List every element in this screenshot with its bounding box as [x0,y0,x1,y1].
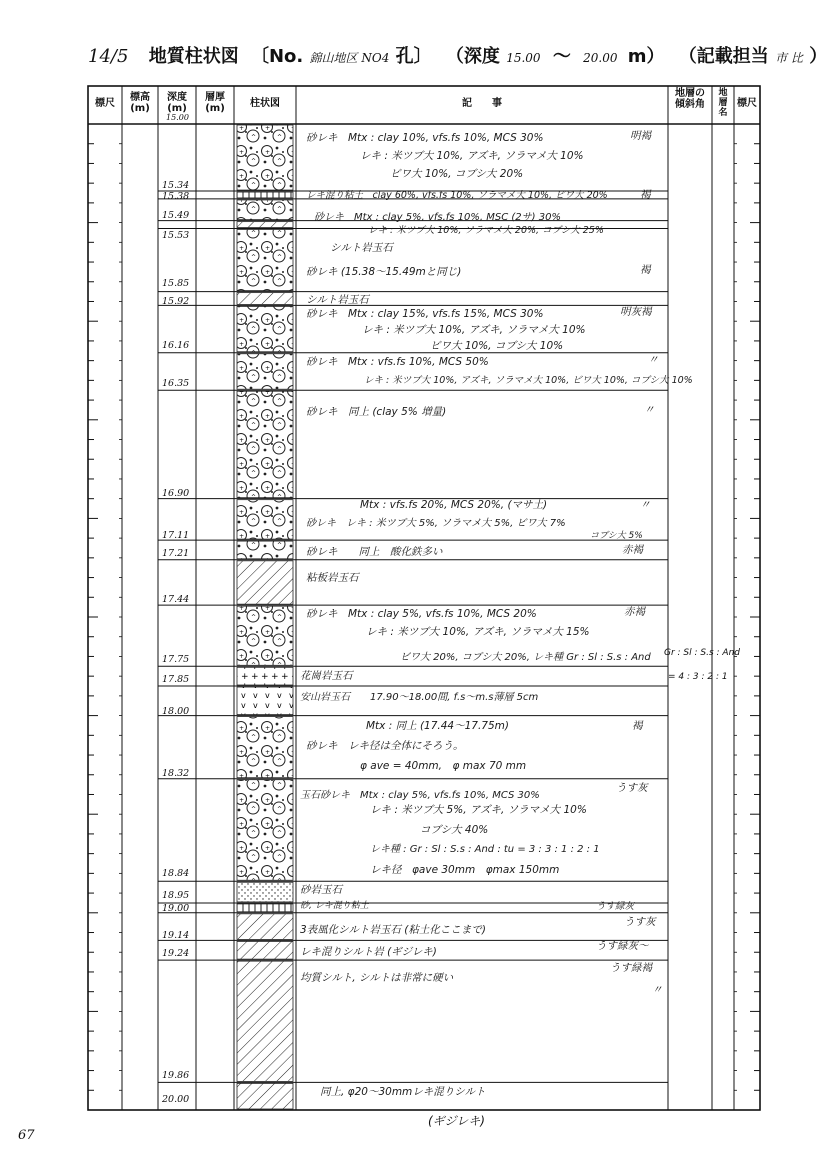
column-layer-fill [237,500,293,539]
color-note: 褐 [640,189,651,201]
column-layer-fill [237,230,293,291]
depth-label-item: 15.85 [162,278,190,289]
color-note: 赤褐 [624,606,645,618]
header-scale-right: 標尺 [737,98,757,109]
description-line: Mtx : vfs.fs 20%, MCS 20%, (マサ土) [360,499,548,511]
column-layer-fill [237,914,293,940]
depth-tilde: ～ [552,46,571,67]
color-note: うす灰 [624,916,656,928]
description-line: レキ : 米ツブ大 10%, ソラマメ大 20%, コブシ大 25% [368,225,604,236]
color-note: 明灰褐 [620,306,652,318]
hole-suffix: 孔〕 [395,46,432,67]
depth-label: （深度 [445,46,500,67]
footnote: (ギジレキ) [428,1114,485,1128]
description-line: 砂レキ 同上 (clay 5% 増量) [306,406,447,418]
description-line: 粘板岩玉石 [306,572,359,584]
depth-label-item: 15.38 [162,191,190,202]
color-note: 褐 [632,720,643,732]
column-layer-fill [237,354,293,389]
depth-label-item: 15.49 [162,210,190,221]
depth-label-item: 16.16 [162,340,190,351]
recorder-name: 市 比 [775,51,803,65]
color-note: 赤褐 [622,544,643,556]
depth-label-item: 16.35 [162,378,190,389]
depth-label-item: 18.00 [162,706,190,717]
description-line: コブシ大 5% [590,531,643,541]
header-depth: 深度 (m) [167,92,187,114]
header-formation: 地 層 名 [718,88,728,118]
depth-label-item: 18.84 [162,868,190,879]
description-line: 安山岩玉石 17.90〜18.00間, f.s〜m.s薄層 5cm [300,692,539,703]
description-line: レキ : 米ツブ大 10%, アズキ, ソラマメ大 15% [366,626,590,638]
depth-label-item: 15.92 [162,296,190,307]
column-layer-fill [237,541,293,559]
depth-label-item: 15.53 [162,230,190,241]
title-close: ） [809,46,828,67]
sheet-number: 14/5 [88,46,129,67]
depth-to: 20.00 [583,51,618,65]
description-line: 砂, レキ混り粘土 [300,901,369,911]
description-line: コブシ大 40% [420,824,489,836]
page-number: 67 [18,1128,35,1143]
column-layer-fill [237,192,293,198]
column-layer-fill [237,882,293,902]
column-layer-fill [237,961,293,1081]
description-line: 砂レキ Mtx : clay 5%, vfs.fs 10%, MSC (2サ) 30% [314,212,561,223]
depth-label-item: 19.24 [162,948,190,959]
column-layer-fill [237,1083,293,1109]
description-line: Mtx : 同上 (17.44〜17.75m) [366,720,509,732]
color-note: 明褐 [630,130,651,142]
color-note: 〃 [644,404,655,416]
header-thickness: 層厚 (m) [205,92,225,114]
header-column-diagram: 柱状図 [250,98,280,109]
title-bracket-open: 〔No. [250,46,304,67]
description-line: レキ混り粘土 clay 60%, vfs.fs 10%, ソラマメ大 10%, ビワ大 20% [306,190,608,201]
depth-label-item: 17.21 [162,548,190,559]
depth-label-item: 18.95 [162,890,190,901]
column-layer-fill [237,667,293,685]
column-layer-fill [237,780,293,881]
description-line: ビワ大 20%, コブシ大 20%, レキ種 Gr : Sl : S.s : And [400,652,651,663]
depth-unit: m） [627,46,665,67]
depth-label-item: 16.90 [162,488,190,499]
column-layer-fill [237,561,293,604]
column-layer-fill [237,222,293,228]
description-line: シルト岩玉石 [306,294,369,306]
column-layer-fill [237,606,293,665]
depth-label-item: 19.00 [162,903,190,914]
description-line: ビワ大 10%, コブシ大 10% [430,340,564,352]
description-line: レキ径 φave 30mm φmax 150mm [370,864,560,876]
description-line: 砂レキ 同上 酸化鉄多い [306,546,443,558]
depth-label-item: 18.32 [162,768,190,779]
color-note: うす緑灰〜 [596,940,649,952]
depth-label-item: 19.86 [162,1070,190,1081]
description-line: レキ混りシルト岩 (ギジレキ) [300,946,437,958]
column-layer-fill [237,200,293,220]
color-note: うす緑褐 [610,962,652,974]
depth-from: 15.00 [506,51,541,65]
column-layer-fill [237,687,293,715]
depth-label-item: 19.14 [162,930,190,941]
description-line: 砂レキ (15.38〜15.49mと同じ) [306,266,462,278]
description-line: 砂レキ Mtx : clay 15%, vfs.fs 15%, MCS 30% [306,308,544,320]
depth-label-item: 17.11 [162,530,190,541]
color-note: うす灰 [616,782,648,794]
description-line: レキ : 米ツブ大 10%, アズキ, ソラマメ大 10% [362,324,586,336]
description-line: 3表風化シルト岩玉石 (粘土化ここまで) [300,924,486,936]
header-dip-angle: 地層の 傾斜角 [675,88,705,110]
depth-label-item: 17.44 [162,594,190,605]
depth-label-item: 17.85 [162,674,190,685]
description-line: レキ : 米ツブ大 5%, アズキ, ソラマメ大 10% [370,804,587,816]
recorder-label: （記載担当 [678,46,769,67]
depth-label-item: 15.34 [162,180,190,191]
depth-label-item: 17.75 [162,654,190,665]
color-note: うす緑灰 [596,901,635,912]
column-layer-fill [237,904,293,912]
depth-label-item: 20.00 [162,1094,190,1105]
column-layer-fill [237,717,293,778]
description-line: ビワ大 10%, コブシ大 20% [390,168,524,180]
dip-angle-ratio: = 4 : 3 : 2 : 1 [668,672,728,682]
description-line: 砂レキ Mtx : clay 5%, vfs.fs 10%, MCS 20% [306,608,537,620]
description-line: 玉石砂レキ Mtx : clay 5%, vfs.fs 10%, MCS 30% [300,790,540,801]
header-scale-left: 標尺 [95,98,115,109]
column-layer-fill [237,125,293,190]
header-description: 記 事 [462,98,502,109]
description-line: レキ : 米ツブ大 10%, アズキ, ソラマメ大 10%, ビワ大 10%, コブシ大 10% [364,375,693,386]
description-line: レキ種 : Gr : Sl : S.s : And : tu = 3 : 3 : 1 : 2 : 1 [370,844,600,855]
description-line: 砂レキ Mtx : clay 10%, vfs.fs 10%, MCS 30% [306,132,544,144]
column-layer-fill [237,293,293,305]
description-line: 同上, φ20〜30mmレキ混りシルト [320,1086,486,1098]
color-note: 褐 [640,264,651,276]
title-label: 地質柱状図 [148,46,239,67]
description-line: 砂レキ レキ径は全体にそろう。 [306,740,464,752]
description-line: 砂岩玉石 [300,884,342,896]
description-line: レキ : 米ツブ大 10%, アズキ, ソラマメ大 10% [360,150,584,162]
description-line: 砂レキ レキ : 米ツブ大 5%, ソラマメ大 5%, ビワ大 7% [306,518,566,529]
description-line: 花崗岩玉石 [300,670,353,682]
header-elevation: 標高 (m) [130,92,150,114]
column-layer-fill [237,391,293,497]
header-depth-start: 15.00 [166,113,189,122]
description-line: シルト岩玉石 [330,242,393,254]
description-line: φ ave = 40mm, φ max 70 mm [360,760,527,772]
column-layer-fill [237,306,293,351]
description-line: 均質シルト, シルトは非常に硬い [300,972,454,984]
hole-name: 錦山地区 NO4 [309,51,390,65]
color-note: 〃 [640,499,651,511]
description-line: 砂レキ Mtx : vfs.fs 10%, MCS 50% [306,356,489,368]
color-note: 〃 [652,984,663,996]
color-note: 〃 [648,354,659,366]
dip-angle-note: Gr : Sl : S.s : And [664,648,740,658]
column-layer-fill [237,941,293,959]
